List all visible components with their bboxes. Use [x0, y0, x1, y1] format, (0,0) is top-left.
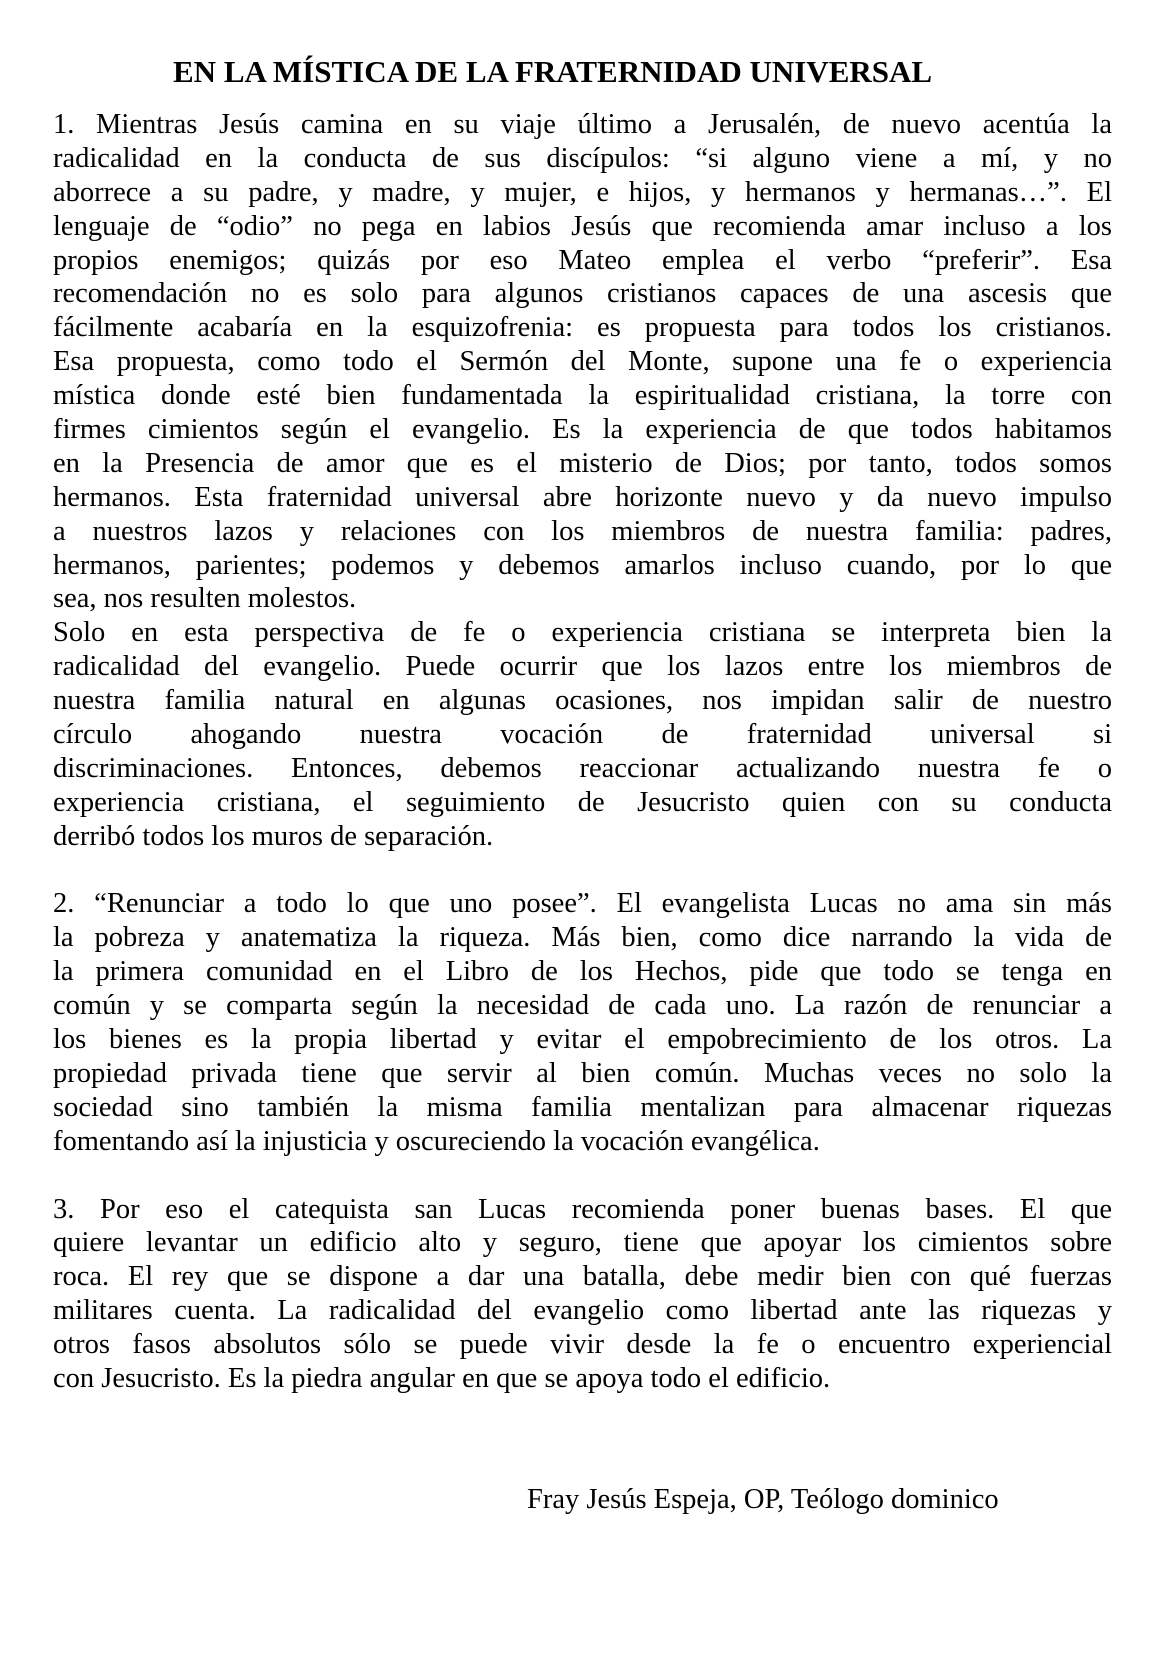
text-line: propios enemigos; quizás por eso Mateo emplea el verbo “preferir”. Esa — [53, 244, 1112, 276]
text-line: fácilmente acabaría en la esquizofrenia: es propuesta para todos los cristianos. — [53, 312, 1112, 344]
paragraph-1 — [53, 108, 1112, 616]
text-line: otros fasos absolutos sólo se puede vivir desde la fe o encuentro experiencial — [53, 1329, 1112, 1361]
text-line: mística donde esté bien fundamentada la espiritualidad cristiana, la torre con — [53, 380, 1112, 412]
paragraph-spacer — [53, 1159, 1112, 1193]
text-line: los bienes es la propia libertad y evitar el empobrecimiento de los otros. La — [53, 1024, 1112, 1056]
text-line: derribó todos los muros de separación. — [53, 820, 494, 852]
text-line: militares cuenta. La radicalidad del evangelio como libertad ante las riquezas y — [53, 1295, 1112, 1327]
text-line: hermanos. Esta fraternidad universal abre horizonte nuevo y da nuevo impulso — [53, 481, 1112, 513]
text-line: fomentando así la injusticia y oscureciendo la vocación evangélica. — [53, 1125, 820, 1157]
paragraph-1-continuation — [53, 616, 1112, 853]
text-line: radicalidad del evangelio. Puede ocurrir que los lazos entre los miembros de — [53, 651, 1112, 683]
text-line: con Jesucristo. Es la piedra angular en que se apoya todo el edificio. — [53, 1362, 831, 1394]
text-line: sociedad sino también la misma familia mentalizan para almacenar riquezas — [53, 1091, 1112, 1123]
document-title: EN LA MÍSTICA DE LA FRATERNIDAD UNIVERSAL — [173, 54, 933, 89]
text-line: nuestra familia natural en algunas ocasiones, nos impidan salir de nuestro — [53, 685, 1112, 717]
text-line: aborrece a su padre, y madre, y mujer, e hijos, y hermanos y hermanas…”. El — [53, 176, 1112, 208]
text-line: lenguaje de “odio” no pega en labios Jesús que recomienda amar incluso a los — [53, 210, 1112, 242]
text-line: roca. El rey que se dispone a dar una batalla, debe medir bien con qué fuerzas — [53, 1261, 1112, 1293]
text-line: radicalidad en la conducta de sus discípulos: “si alguno viene a mí, y no — [53, 142, 1112, 174]
paragraph-2 — [53, 887, 1112, 1158]
text-line: firmes cimientos según el evangelio. Es la experiencia de que todos habitamos — [53, 414, 1112, 446]
text-line: experiencia cristiana, el seguimiento de Jesucristo quien con su conducta — [53, 786, 1112, 818]
text-line: a nuestros lazos y relaciones con los miembros de nuestra familia: padres, — [53, 515, 1112, 547]
text-line: la primera comunidad en el Libro de los Hechos, pide que todo se tenga en — [53, 956, 1112, 988]
text-line: discriminaciones. Entonces, debemos reaccionar actualizando nuestra fe o — [53, 752, 1112, 784]
text-line: Esa propuesta, como todo el Sermón del Monte, supone una fe o experiencia — [53, 346, 1112, 378]
paragraph-3 — [53, 1193, 1112, 1396]
document-body — [53, 108, 1112, 1396]
text-line: 2. “Renunciar a todo lo que uno posee”. El evangelista Lucas no ama sin más — [53, 888, 1112, 920]
text-line: la pobreza y anatematiza la riqueza. Más bien, como dice narrando la vida de — [53, 922, 1112, 954]
text-line: hermanos, parientes; podemos y debemos amarlos incluso cuando, por lo que — [53, 549, 1112, 581]
text-line: 3. Por eso el catequista san Lucas recomienda poner buenas bases. El que — [53, 1193, 1112, 1225]
text-line: sea, nos resulten molestos. — [53, 583, 357, 615]
text-line: quiere levantar un edificio alto y seguro, tiene que apoyar los cimientos sobre — [53, 1227, 1112, 1259]
text-line: común y se comparta según la necesidad de cada uno. La razón de renunciar a — [53, 990, 1112, 1022]
paragraph-spacer — [53, 854, 1112, 888]
text-line: en la Presencia de amor que es el misterio de Dios; por tanto, todos somos — [53, 447, 1112, 479]
text-line: círculo ahogando nuestra vocación de fraternidad universal si — [53, 719, 1112, 751]
author-signature: Fray Jesús Espeja, OP, Teólogo dominico — [527, 1484, 999, 1515]
text-line: Solo en esta perspectiva de fe o experiencia cristiana se interpreta bien la — [53, 617, 1112, 649]
text-line: recomendación no es solo para algunos cristianos capaces de una ascesis que — [53, 278, 1112, 310]
text-line: 1. Mientras Jesús camina en su viaje último a Jerusalén, de nuevo acentúa la — [53, 109, 1112, 140]
text-line: propiedad privada tiene que servir al bien común. Muchas veces no solo la — [53, 1057, 1112, 1089]
